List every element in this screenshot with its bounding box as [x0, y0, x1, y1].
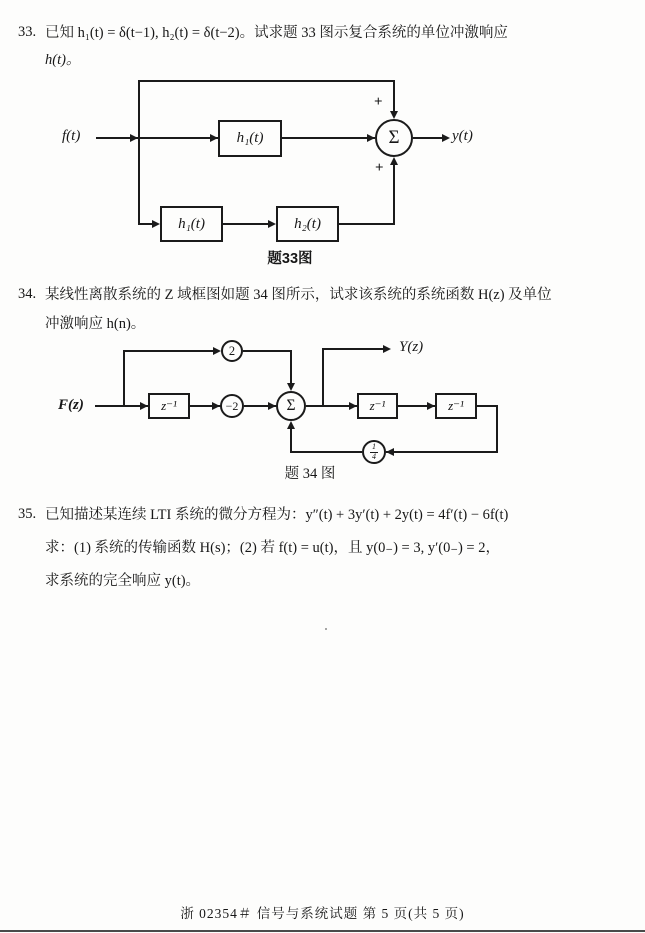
arrowhead: [349, 402, 357, 410]
question-33-line1: 已知 h₁(t) = δ(t−1), h₂(t) = δ(t−2)。试求题 33 图示复合系统的单位冲激响应: [45, 25, 508, 41]
block-h1-lower-label: h₁(t): [178, 215, 205, 232]
delay-label: z⁻¹: [448, 398, 464, 413]
arrowhead: [427, 402, 435, 410]
wire: [123, 350, 214, 352]
wire: [339, 223, 395, 225]
wire: [243, 350, 291, 352]
delay-block-3: [435, 393, 477, 419]
wire: [123, 350, 125, 406]
wire: [393, 80, 395, 112]
arrowhead: [212, 402, 220, 410]
wire: [290, 350, 292, 384]
output-signal-label: Y(z): [399, 339, 424, 355]
arrowhead: [287, 421, 295, 429]
arrowhead: [213, 347, 221, 355]
question-33-line2: h(t)。: [45, 52, 81, 68]
wire: [386, 451, 498, 453]
question-35-line2: 求：(1) 系统的传输函数 H(s)；(2) 若 f(t) = u(t)，且 y(0₋) = 3, y′(0₋) = 2，: [45, 540, 500, 556]
delay-block-2: [357, 393, 398, 419]
plus-sign-top: +: [374, 94, 383, 110]
scan-speck: [325, 628, 327, 630]
question-34-number: 34.: [18, 286, 37, 302]
block-h2-lower-label: h₂(t): [294, 215, 321, 232]
arrowhead: [386, 448, 394, 456]
sigma-label: Σ: [388, 127, 400, 148]
sigma-label: Σ: [286, 397, 296, 414]
question-35-line3: 求系统的完全响应 y(t)。: [45, 573, 201, 589]
gain-2-label: 2: [228, 343, 236, 358]
summing-node: [276, 391, 306, 421]
wire: [96, 137, 218, 139]
arrowhead: [140, 402, 148, 410]
arrowhead: [130, 134, 138, 142]
arrowhead: [287, 383, 295, 391]
arrowhead: [268, 220, 276, 228]
wire: [139, 80, 395, 82]
wire: [223, 223, 270, 225]
block-h2-lower: [276, 206, 339, 242]
gain-node-2: [221, 340, 243, 362]
arrowhead: [152, 220, 160, 228]
question-34-line1: 某线性离散系统的 Z 域框图如题 34 图所示，试求该系统的系统函数 H(z) 及单位: [45, 287, 552, 303]
output-signal-label: y(t): [452, 128, 473, 144]
delay-block-1: [148, 393, 190, 419]
bottom-rule: [0, 930, 645, 932]
question-34-line2: 冲激响应 h(n)。: [45, 316, 146, 332]
wire: [413, 137, 444, 139]
wire: [282, 137, 375, 139]
question-33-number: 33.: [18, 24, 37, 40]
page-footer: 浙 02354＃ 信号与系统试题 第 5 页(共 5 页): [180, 906, 465, 921]
wire: [322, 348, 384, 350]
summing-node: [375, 119, 413, 157]
wire: [290, 428, 292, 453]
gain-node-neg2: [220, 394, 244, 418]
delay-label: z⁻¹: [161, 398, 177, 413]
arrowhead: [268, 402, 276, 410]
arrowhead: [383, 345, 391, 353]
gain-neg2-label: −2: [225, 398, 239, 413]
delay-label: z⁻¹: [369, 398, 386, 413]
wire: [393, 164, 395, 225]
diagram-33-caption: 题33图: [267, 251, 313, 267]
wire: [496, 405, 498, 453]
fraction-denominator: 4: [372, 452, 376, 461]
wire: [138, 80, 140, 225]
block-h1-top: [218, 120, 282, 157]
diagram-34-caption: 题 34 图: [284, 466, 336, 482]
arrowhead: [390, 111, 398, 119]
fraction-one-fourth: [370, 443, 378, 461]
input-signal-label: F(z): [58, 397, 84, 413]
block-h1-lower: [160, 206, 223, 242]
question-35-line1: 已知描述某连续 LTI 系统的微分方程为：y″(t) + 3y′(t) + 2y(t) = 4f′(t) − 6f(t): [45, 507, 509, 523]
wire: [322, 348, 324, 406]
arrowhead: [367, 134, 375, 142]
arrowhead: [210, 134, 218, 142]
input-signal-label: f(t): [62, 128, 81, 144]
plus-sign-bottom: +: [375, 160, 384, 176]
wire: [477, 405, 498, 407]
gain-node-quarter: [362, 440, 386, 464]
wire: [291, 451, 362, 453]
question-35-number: 35.: [18, 506, 37, 522]
fraction-numerator: 1: [372, 442, 376, 451]
arrowhead: [442, 134, 450, 142]
block-h1-top-label: h₁(t): [236, 130, 264, 146]
arrowhead: [390, 157, 398, 165]
